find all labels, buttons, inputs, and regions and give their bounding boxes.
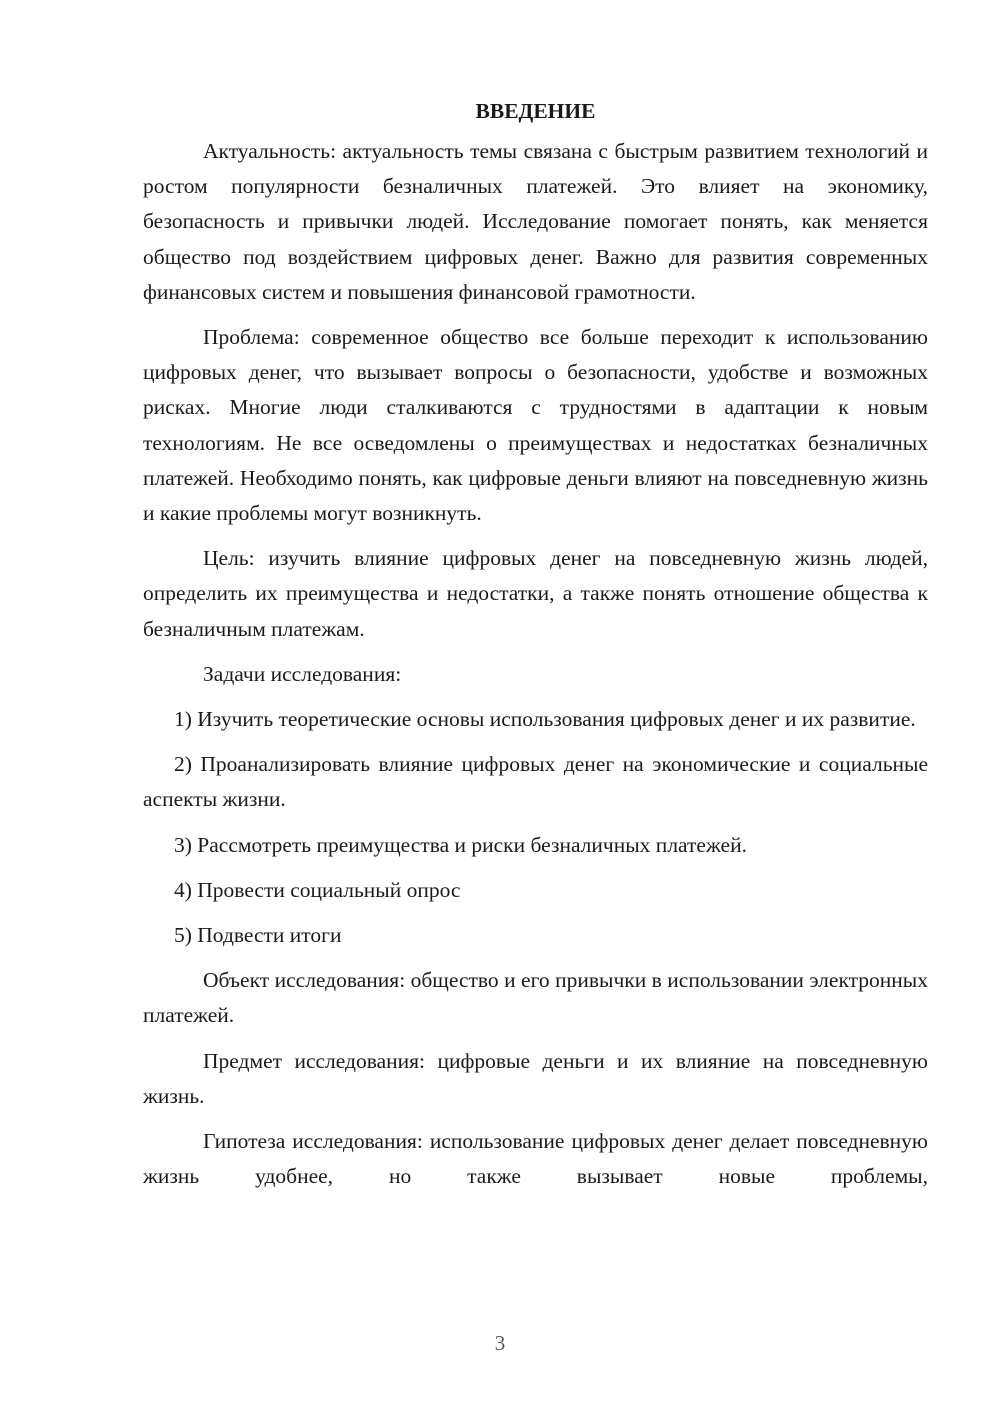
task-item: 3) Рассмотреть преимущества и риски безналичных платежей. bbox=[174, 832, 747, 857]
paragraph-relevance: Актуальность: актуальность темы связана с быстрым развитием технологий и ростом популярности безналичных платежей. Это влияет на экономику, безопасность и привычки людей. Исследование помогает понять, как меняется общество под воздействием цифровых денег. Важно для развития современных финансовых систем и повышения финансовой грамотности. bbox=[143, 139, 928, 304]
task-item: 2) Проанализировать влияние цифровых денег на экономические и социальные аспекты жизни. bbox=[143, 752, 928, 812]
tasks-title: Задачи исследования: bbox=[203, 661, 402, 686]
document-page bbox=[143, 94, 928, 1194]
paragraph-hypothesis: Гипотеза исследования: использование цифровых денег делает повседневную жизнь удобнее, но также вызывает новые проблемы, bbox=[143, 1129, 928, 1189]
section-heading: ВВЕДЕНИЕ bbox=[475, 99, 596, 123]
page-number: 3 bbox=[494, 1331, 506, 1355]
task-item: 1) Изучить теоретические основы использования цифровых денег и их развитие. bbox=[174, 707, 916, 732]
task-item: 5) Подвести итоги bbox=[174, 923, 342, 948]
paragraph-subject: Предмет исследования: цифровые деньги и их влияние на повседневную жизнь. bbox=[143, 1048, 928, 1108]
task-item: 4) Провести социальный опрос bbox=[174, 877, 461, 902]
paragraph-problem: Проблема: современное общество все больше переходит к использованию цифровых денег, что вызывает вопросы о безопасности, удобстве и возможных рисках. Многие люди сталкиваются с трудностями в адаптации к новым технологиям. Не все осведомлены о преимуществах и недостатках безналичных платежей. Необходимо понять, как цифровые деньги влияют на повседневную жизнь и какие проблемы могут возникнуть. bbox=[143, 325, 928, 526]
paragraph-object: Объект исследования: общество и его привычки в использовании электронных платежей. bbox=[143, 968, 928, 1028]
paragraph-goal: Цель: изучить влияние цифровых денег на повседневную жизнь людей, определить их преимущества и недостатки, а также понять отношение общества к безналичным платежам. bbox=[143, 546, 928, 641]
